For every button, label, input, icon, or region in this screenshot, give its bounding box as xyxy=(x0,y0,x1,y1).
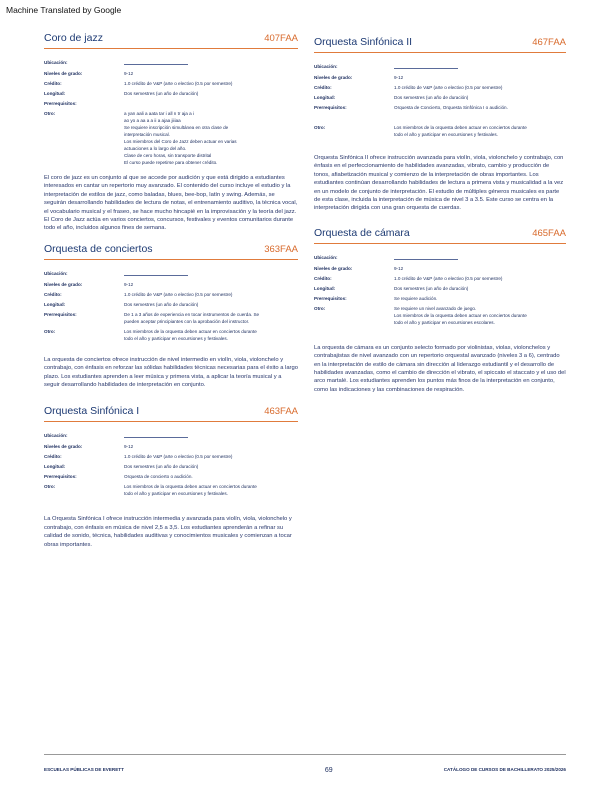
length-value: Dos semestres (un año de duración) xyxy=(394,95,469,100)
credit-value: 1.0 crédito de V&P (arte o electivo (0.5 por semestre) xyxy=(124,81,233,86)
label-ubicacion: Ubicación: xyxy=(44,60,68,65)
label-credito: Crédito: xyxy=(44,291,62,297)
label-otro: Otro: xyxy=(314,125,326,130)
other-line: Los miembros de la orquesta deben actuar en conciertos durante xyxy=(124,484,257,490)
footer-catalog: CATÁLOGO DE CURSOS DE BACHILLERATO 2025/2026 xyxy=(443,767,566,772)
course-code: 407FAA xyxy=(264,33,298,44)
label-otro: Otro: xyxy=(314,305,326,311)
credit-value: 1.0 crédito de V&P (arte o electivo (0.5 por semestre) xyxy=(124,454,233,460)
course-header xyxy=(314,227,566,244)
label-longitud: Longitud: xyxy=(44,464,66,470)
credit-value: 1.0 crédito de V&P (arte o electivo (0.5 por semestre) xyxy=(394,275,503,281)
course-description: La orquesta de conciertos ofrece instrucción de nivel intermedio en violín, viola, violonchelo y contrabajo, con énfasis en reforzar las sólidas habilidades técnicas necesarias para el éxito a largo plazo. Los estudiantes aprenden a leer música y primera vista, a aplicar la teoría musical y a seguir desarrollando habilidades de interpretación en conjunto. xyxy=(44,356,298,389)
course-orquesta-de-camara xyxy=(314,227,566,394)
course-info xyxy=(44,59,298,166)
label-credito: Crédito: xyxy=(44,81,62,86)
length-value: Dos semestres (un año de duración) xyxy=(124,301,199,307)
right-column xyxy=(314,36,566,408)
label-otro: Otro: xyxy=(44,484,56,490)
prereq-line: De 1 a 3 años de experiencia en tocar instrumentos de cuerda. Se xyxy=(124,311,260,317)
course-title: Coro de jazz xyxy=(44,32,103,44)
other-line: El curso puede repetirse para obtener crédito. xyxy=(124,160,218,165)
machine-translated-banner: Machine Translated by Google xyxy=(6,5,122,15)
other-value xyxy=(124,483,298,497)
location-blank xyxy=(394,63,458,69)
other-value xyxy=(394,305,566,326)
page-number: 69 xyxy=(324,767,333,774)
course-header xyxy=(44,243,298,260)
other-line: todo el año y participar en excursiones y festivales. xyxy=(124,335,228,341)
label-otro: Otro: xyxy=(44,111,56,116)
course-title: Orquesta Sinfónica I xyxy=(44,405,140,418)
length-value: Dos semestres (un año de duración) xyxy=(394,285,469,291)
prereq-line: pueden aceptar principiantes con la aprobación del instructor. xyxy=(124,318,250,324)
course-title: Orquesta Sinfónica II xyxy=(314,36,413,48)
course-description: La Orquesta Sinfónica I ofrece instrucción intermedia y avanzada para violín, viola, violonchelo y contrabajo, con énfasis en música de nivel 2,5 a 3,5. Los estudiantes aprenderán a refinar su calidad de sonido, técnica, habilidades auditivas y conocimientos musicales y comienzan a tocar obras importantes. xyxy=(44,516,292,548)
label-otro: Otro: xyxy=(44,328,56,334)
other-line: a yan aali a aata tar i all n tr aja a i xyxy=(124,111,194,116)
label-prerrequisitos: Prerrequisitos: xyxy=(44,311,77,317)
prereq-value: Orquesta de Concierto, Orquesta Sinfónica I o audición. xyxy=(394,105,508,110)
course-info xyxy=(314,63,566,138)
location-blank xyxy=(124,59,188,65)
course-info xyxy=(314,254,566,326)
label-niveles: Niveles de grado: xyxy=(44,444,83,450)
label-credito: Crédito: xyxy=(314,275,332,281)
label-prerrequisitos: Prerrequisitos: xyxy=(314,295,347,301)
other-line: todo el año y participar en excursiones y festivales. xyxy=(394,132,498,137)
grades-value: 9-12 xyxy=(124,444,134,450)
label-credito: Crédito: xyxy=(314,85,332,90)
course-description: Orquesta Sinfónica II ofrece instrucción avanzada para violín, viola, violonchelo y contrabajo, con énfasis en el perfeccionamiento de habilidades avanzadas, vibrato, cambio y producción de tonos, afiabetización musical y comienzo de la interpretación de obras importantes. Los estudiantes continúan desarrollando habilidades de lectura a primera vista y musicalidad a la vez en un modelo de conjunto de interpretación. El estudio de múltiples géneros musicales es parte de esta clase, incluida la interpretación de música de nivel 3 a 3.5. Este curso se centra en la interpretación dirigida con una gran orquesta de cuerdas. xyxy=(314,155,564,212)
label-credito: Crédito: xyxy=(44,454,62,460)
course-info xyxy=(44,432,298,497)
other-line: Los miembros de la orquesta deben actuar en conciertos durante xyxy=(394,125,527,130)
course-header xyxy=(44,405,298,422)
length-value: Dos semestres (un año de duración) xyxy=(124,91,199,96)
course-description: La orquesta de cámara es un conjunto selecto formado por violinistas, violas, violonchelos y contrabajistas de nivel avanzado con un repertorio orquestal avanzado (niveles 3 a 6), centrado en la interpretación de estilo de cámara sin dirección al liderazgo estudiantil y el desarrollo de habilidades avanzadas, como el cambio de dirección el vibrato, el spiccato el staccato y el uso del arco martalé. Los estudiantes aprenden los puntos más finos de la interpretación en conjunto, como las indicaciones y las combinaciones de respiración. xyxy=(314,344,566,393)
other-line: Se requiere un nivel avanzado de juego. xyxy=(394,305,477,311)
other-value xyxy=(124,328,298,342)
page-footer xyxy=(44,754,566,774)
course-info xyxy=(44,270,298,342)
label-niveles: Niveles de grado: xyxy=(314,265,353,271)
label-longitud: Longitud: xyxy=(44,91,66,96)
course-title: Orquesta de cámara xyxy=(314,226,410,239)
label-prerrequisitos: Prerrequisitos: xyxy=(44,101,77,106)
label-niveles: Niveles de grado: xyxy=(44,281,83,287)
label-longitud: Longitud: xyxy=(44,301,66,307)
course-orquesta-sinfonica-2 xyxy=(314,36,566,213)
label-ubicacion: Ubicación: xyxy=(44,433,68,439)
other-line: Se requiere inscripción simultánea en otra clase de xyxy=(124,125,229,130)
course-orquesta-sinfonica-1 xyxy=(44,405,298,549)
other-line: actuaciones a lo largo del año. xyxy=(124,146,187,151)
grades-value: 9-12 xyxy=(124,281,134,287)
location-blank xyxy=(124,270,188,276)
other-value xyxy=(394,124,566,138)
grades-value: 9-12 xyxy=(394,75,404,80)
course-header xyxy=(314,36,566,53)
label-prerrequisitos: Prerrequisitos: xyxy=(314,105,347,110)
location-blank xyxy=(394,254,458,260)
label-niveles: Niveles de grado: xyxy=(314,75,353,80)
other-line: todo el año y participar en excursiones y festivales. xyxy=(124,491,228,497)
other-line: Los miembros del Coro de Jazz deben actuar en varias xyxy=(124,139,237,144)
course-code: 463FAA xyxy=(264,406,298,418)
grades-value: 9-12 xyxy=(124,71,134,76)
course-code: 467FAA xyxy=(532,37,566,48)
location-blank xyxy=(124,432,188,438)
grades-value: 9-12 xyxy=(394,265,404,271)
other-line: Los miembros de la orquesta deben actuar en conciertos durante xyxy=(394,312,527,318)
credit-value: 1.0 crédito de V&P (arte o electivo (0.5 por semestre) xyxy=(124,291,233,297)
prereq-value xyxy=(124,311,298,325)
other-line: interpretación musical. xyxy=(124,132,170,137)
length-value: Dos semestres (un año de duración) xyxy=(124,464,199,470)
course-header xyxy=(44,32,298,49)
prereq-value: Se requiere audición. xyxy=(394,295,438,301)
course-code: 363FAA xyxy=(264,243,298,255)
left-column xyxy=(44,32,298,563)
course-title: Orquesta de conciertos xyxy=(44,242,153,255)
other-line: Clase de cero horas, sin transporte distrital xyxy=(124,153,212,158)
credit-value: 1.0 crédito de V&P (arte o electivo (0.5 por semestre) xyxy=(394,85,503,90)
other-line: Los miembros de la orquesta deben actuar en conciertos durante xyxy=(124,328,257,334)
label-ubicacion: Ubicación: xyxy=(44,270,68,276)
label-ubicacion: Ubicación: xyxy=(314,254,338,260)
label-longitud: Longitud: xyxy=(314,95,336,100)
label-ubicacion: Ubicación: xyxy=(314,64,338,69)
course-orquesta-de-conciertos xyxy=(44,243,298,390)
course-coro-de-jazz xyxy=(44,32,298,233)
course-description: El coro de jazz es un conjunto al que se accede por audición y que está dirigido a estudiantes interesados en cantar un repertorio muy avanzado. El contenido del curso incluye el estudio y la interpretación de estilos de jazz, como baladas, blues, bee-bop, latín y swing. Además, se seguirán desarrollando habilidades de lectura de notas, el entrenamiento auditivo, la técnica vocal, el vocabulario musical y el fraseo, se hace mucho hincapié en la improvisación y la teoría del jazz. El Coro de Jazz actúa en varios conciertos, concursos, festivales y eventos comunitarios durante todo el año, incluidos algunos fines de semana. xyxy=(44,175,298,232)
label-longitud: Longitud: xyxy=(314,285,336,291)
label-niveles: Niveles de grado: xyxy=(44,71,83,76)
course-code: 465FAA xyxy=(532,227,566,239)
prereq-value: Orquesta de concierto o audición. xyxy=(124,474,193,480)
label-prerrequisitos: Prerrequisitos: xyxy=(44,474,77,480)
other-line: ao yo a aa a a ii a ajaa jiiiaa xyxy=(124,118,181,123)
other-line: todo el año y participar en excursiones escolares. xyxy=(394,319,495,325)
footer-school: ESCUELAS PÚBLICAS DE EVERETT xyxy=(44,767,124,772)
other-value xyxy=(124,110,298,166)
